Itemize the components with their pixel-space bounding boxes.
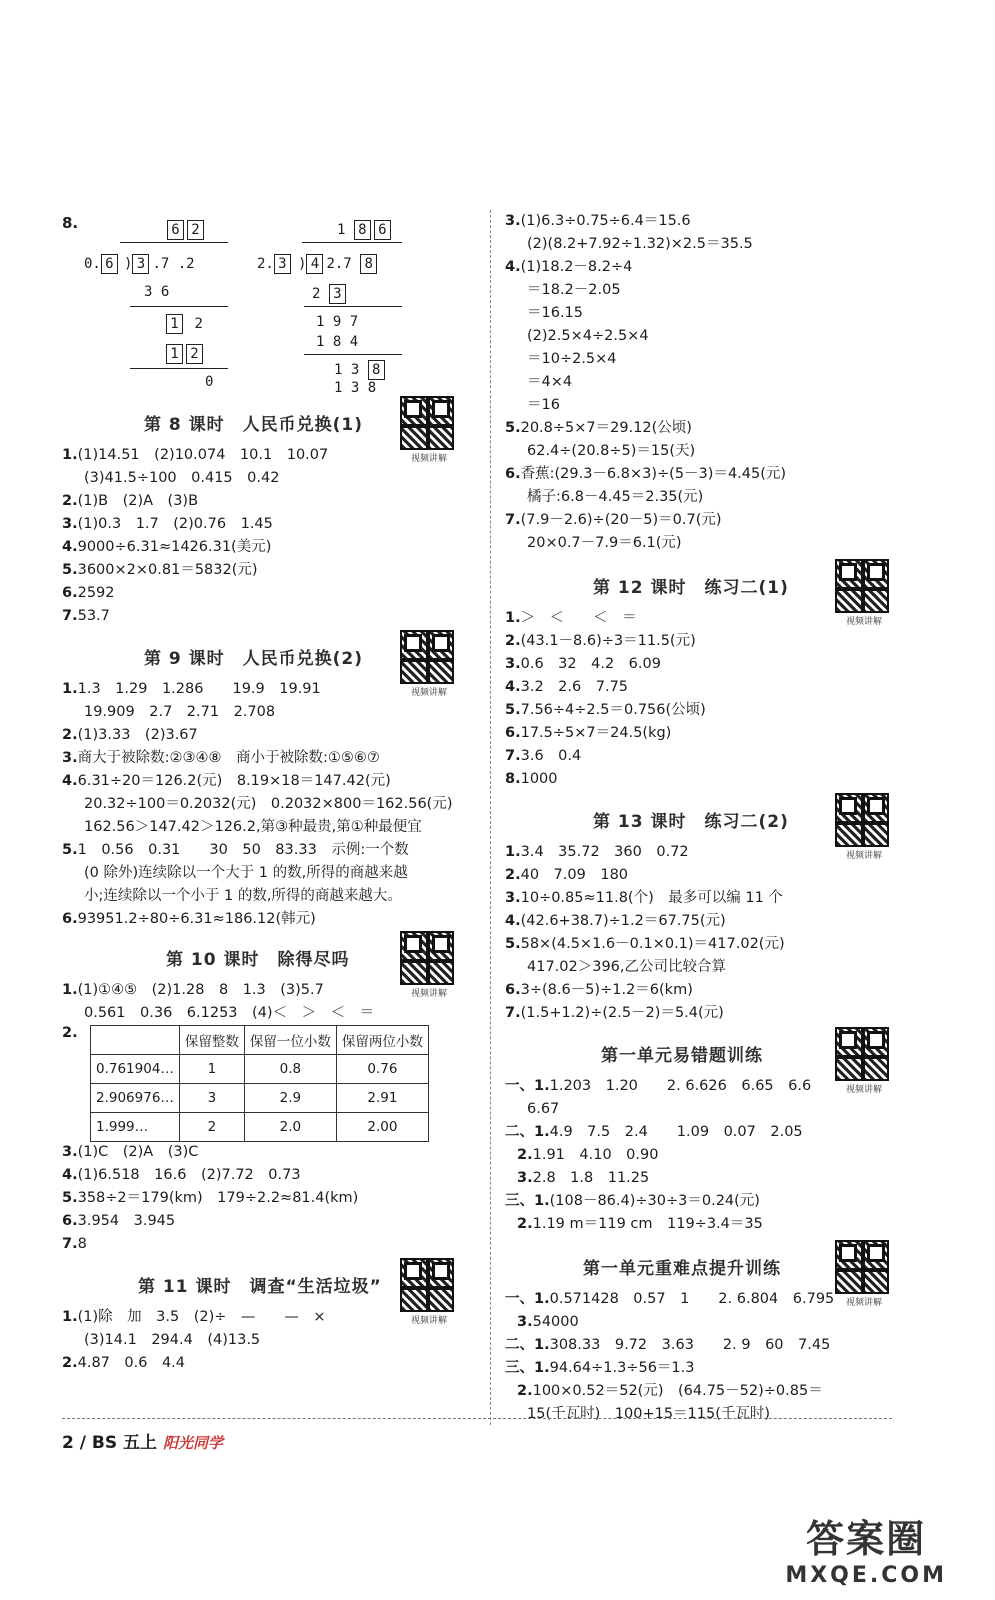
answer-line bbox=[62, 885, 472, 908]
answer-line bbox=[62, 467, 472, 490]
answer-line bbox=[505, 768, 905, 791]
answer-text: 6.67 bbox=[527, 1101, 560, 1117]
divisor-digit: 2. bbox=[257, 256, 274, 272]
digit-box: 6 bbox=[167, 220, 184, 240]
question-number: 1. bbox=[62, 447, 78, 463]
subtraction-row: 1 8 4 bbox=[316, 334, 359, 350]
answer-text: 2.8 1.8 11.25 bbox=[532, 1170, 650, 1186]
answer-line bbox=[505, 440, 905, 463]
answer-line bbox=[62, 1233, 472, 1256]
brand-logo: 阳光同学 bbox=[162, 1434, 223, 1452]
answer-text: 62.4÷(20.8÷5)＝15(天) bbox=[527, 443, 696, 459]
answer-text: ＝18.2－2.05 bbox=[527, 282, 621, 298]
answer-line bbox=[505, 1098, 905, 1121]
answer-line bbox=[505, 1357, 905, 1380]
answer-line bbox=[62, 793, 472, 816]
digit-box: 4 bbox=[306, 254, 323, 274]
question-number: 2. bbox=[505, 867, 521, 883]
question-number: 2. bbox=[62, 493, 78, 509]
answer-text: 94.64÷1.3÷56＝1.3 bbox=[549, 1360, 695, 1376]
table-header-cell bbox=[91, 1026, 180, 1055]
answer-text: 93951.2÷80÷6.31≈186.12(韩元) bbox=[77, 911, 316, 927]
answer-text: 162.56＞147.42＞126.2,第③种最贵,第①种最便宜 bbox=[84, 819, 422, 835]
answer-line bbox=[505, 417, 905, 440]
qr-code[interactable] bbox=[835, 1240, 893, 1308]
question-number: 5. bbox=[505, 936, 521, 952]
page-separator: / bbox=[79, 1433, 86, 1453]
answer-list bbox=[505, 1288, 905, 1426]
table-header-cell: 保留整数 bbox=[179, 1026, 244, 1055]
qr-caption: 视频讲解 bbox=[410, 989, 447, 999]
question-number: 4. bbox=[62, 1167, 78, 1183]
answer-list bbox=[62, 678, 472, 931]
watermark-sub: MXQE.COM bbox=[785, 1563, 947, 1588]
answer-line bbox=[62, 605, 472, 628]
question-number: 二、1. bbox=[505, 1337, 550, 1353]
answer-line bbox=[505, 1190, 905, 1213]
answer-line bbox=[505, 279, 905, 302]
answer-line bbox=[505, 630, 905, 653]
section-title: 第 8 课时 人民币兑换(1) bbox=[144, 415, 364, 435]
answer-text: (1)14.51 (2)10.074 10.1 10.07 bbox=[77, 447, 329, 463]
answer-line bbox=[505, 1403, 905, 1426]
table-header-cell: 保留一位小数 bbox=[244, 1026, 336, 1055]
answer-line bbox=[62, 1352, 472, 1375]
section-header bbox=[505, 563, 905, 627]
answer-line bbox=[62, 513, 472, 536]
answer-line bbox=[505, 532, 905, 555]
question-number: 2. bbox=[505, 633, 521, 649]
answer-text: 4.87 0.6 4.4 bbox=[77, 1355, 186, 1371]
answer-line bbox=[505, 956, 905, 979]
answer-text: 1000 bbox=[520, 771, 558, 787]
answer-line bbox=[62, 559, 472, 582]
question-number: 7. bbox=[505, 1005, 521, 1021]
answer-text: 308.33 9.72 3.63 2. 9 60 7.45 bbox=[549, 1337, 831, 1353]
question-number: 6. bbox=[62, 585, 78, 601]
table-cell: 0.761904… bbox=[91, 1055, 180, 1084]
question-number: 8. bbox=[505, 771, 521, 787]
answer-text: (1)B (2)A (3)B bbox=[77, 493, 199, 509]
answer-text: 3.954 3.945 bbox=[77, 1213, 176, 1229]
table-row bbox=[91, 1084, 429, 1113]
answer-line bbox=[505, 325, 905, 348]
digit-box: 8 bbox=[354, 220, 371, 240]
answer-line bbox=[505, 676, 905, 699]
answer-line bbox=[505, 910, 905, 933]
qr-code-icon bbox=[835, 1240, 889, 1294]
question-number: 8. bbox=[62, 214, 79, 232]
answer-line bbox=[62, 490, 472, 513]
question-number: 1. bbox=[62, 681, 78, 697]
table-cell: 2.906976… bbox=[91, 1084, 180, 1113]
answer-text: ＞ ＜ ＜ ＝ bbox=[520, 610, 637, 626]
answer-text: 58×(4.5×1.6－0.1×0.1)＝417.02(元) bbox=[520, 936, 785, 952]
answer-text: (108－86.4)÷30÷3＝0.24(元) bbox=[549, 1193, 760, 1209]
qr-code-icon bbox=[400, 630, 454, 684]
section-title: 第一单元易错题训练 bbox=[601, 1046, 763, 1066]
question-number: 2. bbox=[517, 1383, 533, 1399]
watermark bbox=[785, 1508, 947, 1588]
answer-text: (1)①④⑤ (2)1.28 8 1.3 (3)5.7 bbox=[77, 982, 324, 998]
question-number: 1. bbox=[505, 844, 521, 860]
answer-text: 3600×2×0.81＝5832(元) bbox=[77, 562, 258, 578]
question-number: 5. bbox=[505, 420, 521, 436]
page-footer bbox=[62, 1428, 223, 1453]
answer-text: 20.8÷5×7＝29.12(公顷) bbox=[520, 420, 692, 436]
question-number: 5. bbox=[62, 562, 78, 578]
footer-rule bbox=[62, 1418, 892, 1419]
question-number: 7. bbox=[505, 512, 521, 528]
answer-text: 香蕉:(29.3－6.8×3)÷(5－3)＝4.45(元) bbox=[520, 466, 787, 482]
answer-line bbox=[505, 979, 905, 1002]
answer-text: 7.56÷4÷2.5＝0.756(公顷) bbox=[520, 702, 706, 718]
subtraction-row: 3 6 bbox=[144, 284, 170, 300]
question-number: 4. bbox=[505, 259, 521, 275]
answer-text: (1)18.2－8.2÷4 bbox=[520, 259, 633, 275]
answer-line bbox=[62, 839, 472, 862]
answer-line bbox=[62, 1002, 472, 1025]
table-cell: 3 bbox=[179, 1084, 244, 1113]
page-number: 2 bbox=[62, 1433, 74, 1453]
question-number: 2. bbox=[517, 1147, 533, 1163]
question-number: 三、1. bbox=[505, 1360, 550, 1376]
divisor-digit: 0. bbox=[84, 256, 101, 272]
qr-caption: 视频讲解 bbox=[410, 688, 447, 698]
qr-code[interactable] bbox=[400, 630, 458, 698]
answer-line bbox=[505, 745, 905, 768]
answer-text: (2)2.5×4÷2.5×4 bbox=[527, 328, 649, 344]
answer-text: 橘子:6.8－4.45＝2.35(元) bbox=[527, 489, 704, 505]
answer-text: (0 除外)连续除以一个大于 1 的数,所得的商越来越 bbox=[84, 865, 408, 881]
right-column bbox=[505, 210, 905, 1426]
watermark-main: 答案圈 bbox=[806, 1517, 927, 1561]
qr-caption: 视频讲解 bbox=[845, 851, 882, 861]
qr-code-icon bbox=[400, 1258, 454, 1312]
answer-line bbox=[505, 486, 905, 509]
answer-line bbox=[505, 509, 905, 532]
section-title: 第 13 课时 练习二(2) bbox=[593, 812, 789, 832]
answer-line bbox=[505, 233, 905, 256]
quotient-digit: 1 bbox=[337, 222, 346, 238]
answer-list bbox=[505, 1075, 905, 1236]
qr-code[interactable] bbox=[835, 559, 893, 627]
dividend-digit: .2 bbox=[177, 256, 195, 272]
remainder: 0 bbox=[205, 374, 214, 390]
question-number: 二、1. bbox=[505, 1124, 550, 1140]
answer-line bbox=[505, 864, 905, 887]
table-cell: 2.0 bbox=[244, 1113, 336, 1142]
answer-text: (1)6.3÷0.75÷6.4＝15.6 bbox=[520, 213, 691, 229]
section-title: 第 12 课时 练习二(1) bbox=[593, 578, 789, 598]
answer-text: (43.1－8.6)÷3＝11.5(元) bbox=[520, 633, 696, 649]
question-number: 6. bbox=[62, 911, 78, 927]
digit-box: 6 bbox=[374, 220, 391, 240]
table-cell: 2 bbox=[179, 1113, 244, 1142]
digit-box: 1 bbox=[166, 314, 183, 334]
question-number: 4. bbox=[505, 913, 521, 929]
table-cell: 2.91 bbox=[336, 1084, 428, 1113]
qr-code-icon bbox=[835, 1027, 889, 1081]
answer-list bbox=[505, 841, 905, 1025]
answer-line bbox=[62, 747, 472, 770]
dividend-digit: .7 bbox=[152, 256, 170, 272]
table-cell: 1.999… bbox=[91, 1113, 180, 1142]
table-cell: 0.8 bbox=[244, 1055, 336, 1084]
digit-box: 3 bbox=[274, 254, 291, 274]
answer-text: (1)C (2)A (3)C bbox=[77, 1144, 199, 1160]
column-divider bbox=[490, 210, 491, 1425]
qr-code[interactable] bbox=[400, 931, 458, 999]
question-number: 3. bbox=[62, 750, 78, 766]
table-row bbox=[91, 1113, 429, 1142]
answer-list bbox=[62, 444, 472, 628]
answer-line bbox=[62, 582, 472, 605]
answer-line bbox=[505, 1121, 905, 1144]
answer-text: 0.6 32 4.2 6.09 bbox=[520, 656, 661, 672]
question-number: 1. bbox=[62, 1309, 78, 1325]
subtraction-row: 1 3 8 bbox=[334, 380, 377, 396]
digit-box: 1 bbox=[166, 344, 183, 364]
answer-text: (1.5+1.2)÷(2.5－2)＝5.4(元) bbox=[520, 1005, 724, 1021]
question-number: 5. bbox=[62, 842, 78, 858]
answer-line bbox=[505, 210, 905, 233]
answer-text: 1.203 1.20 2. 6.626 6.65 6.6 bbox=[549, 1078, 812, 1094]
answer-text: 20×0.7－7.9＝6.1(元) bbox=[527, 535, 682, 551]
answer-line bbox=[505, 1167, 905, 1190]
answer-line bbox=[505, 1002, 905, 1025]
qr-code-icon bbox=[835, 793, 889, 847]
section-title: 第 10 课时 除得尽吗 bbox=[166, 950, 350, 970]
question-number: 2. bbox=[517, 1216, 533, 1232]
answer-text: (2)(8.2+7.92÷1.32)×2.5＝35.5 bbox=[527, 236, 753, 252]
edition-label: BS 五上 bbox=[91, 1433, 158, 1453]
answer-line bbox=[505, 302, 905, 325]
answer-text: 100×0.52＝52(元) (64.75－52)÷0.85＝ bbox=[532, 1383, 823, 1399]
question-number: 4. bbox=[62, 773, 78, 789]
question-number: 5. bbox=[62, 1190, 78, 1206]
question-number: 3. bbox=[505, 656, 521, 672]
qr-code-icon bbox=[400, 931, 454, 985]
answer-text: 9000÷6.31≈1426.31(美元) bbox=[77, 539, 272, 555]
question-number: 7. bbox=[62, 1236, 78, 1252]
qr-code-icon bbox=[400, 396, 454, 450]
qr-caption: 视频讲解 bbox=[845, 617, 882, 627]
answer-text: 小;连续除以一个小于 1 的数,所得的商越来越大。 bbox=[84, 888, 402, 904]
rounding-table bbox=[90, 1025, 429, 1142]
answer-text: ＝16.15 bbox=[527, 305, 584, 321]
answer-text: 8 bbox=[77, 1236, 87, 1252]
table-cell: 2.00 bbox=[336, 1113, 428, 1142]
answer-text: 40 7.09 180 bbox=[520, 867, 629, 883]
answer-text: ＝16 bbox=[527, 397, 560, 413]
answer-text: ＝4×4 bbox=[527, 374, 573, 390]
question-number: 1. bbox=[62, 982, 78, 998]
digit-box: 3 bbox=[329, 284, 346, 304]
table-cell: 0.76 bbox=[336, 1055, 428, 1084]
long-division-figure: 8. 6 2 0. 6 ) 3 .7 .2 3 6 1 2 1 2 0 1 8 6 2. 3 ) 4 2.7 8 2 3 1 9 7 1 8 4 1 3 8 1 3 8 bbox=[62, 210, 472, 400]
answer-text: 3.2 2.6 7.75 bbox=[520, 679, 629, 695]
answer-text: 3.4 35.72 360 0.72 bbox=[520, 844, 689, 860]
answer-text: (7.9－2.6)÷(20－5)＝0.7(元) bbox=[520, 512, 722, 528]
answer-text: 4.9 7.5 2.4 1.09 0.07 2.05 bbox=[549, 1124, 803, 1140]
answer-line bbox=[62, 816, 472, 839]
answer-text: (42.6+38.7)÷1.2＝67.75(元) bbox=[520, 913, 726, 929]
answer-text: 17.5÷5×7＝24.5(kg) bbox=[520, 725, 672, 741]
digit-box: 2 bbox=[186, 344, 203, 364]
answer-line bbox=[62, 1187, 472, 1210]
question-number: 5. bbox=[505, 702, 521, 718]
answer-line bbox=[62, 536, 472, 559]
question-number: 2. bbox=[62, 1355, 78, 1371]
answer-list bbox=[62, 1141, 472, 1256]
answer-text: 6.31÷20＝126.2(元) 8.19×18＝147.42(元) bbox=[77, 773, 391, 789]
rounding-table-block bbox=[62, 1025, 472, 1141]
question-number: 4. bbox=[505, 679, 521, 695]
digit-box: 6 bbox=[101, 254, 118, 274]
qr-code[interactable] bbox=[400, 396, 458, 464]
qr-code[interactable] bbox=[835, 793, 893, 861]
question-number: 2. bbox=[62, 727, 78, 743]
answer-line bbox=[505, 256, 905, 279]
answer-line bbox=[505, 1334, 905, 1357]
qr-caption: 视频讲解 bbox=[845, 1085, 882, 1095]
qr-code[interactable] bbox=[400, 1258, 458, 1326]
qr-code[interactable] bbox=[835, 1027, 893, 1095]
table-cell: 2.9 bbox=[244, 1084, 336, 1113]
answer-text: 1.91 4.10 0.90 bbox=[532, 1147, 659, 1163]
question-number: 7. bbox=[62, 608, 78, 624]
subtraction-digit: 2 bbox=[312, 286, 321, 302]
answer-line bbox=[505, 371, 905, 394]
answer-line bbox=[62, 862, 472, 885]
table-cell: 1 bbox=[179, 1055, 244, 1084]
answer-line bbox=[505, 1144, 905, 1167]
answer-line bbox=[505, 1311, 905, 1334]
answer-line bbox=[505, 699, 905, 722]
digit-box: 3 bbox=[132, 254, 149, 274]
answer-line bbox=[62, 701, 472, 724]
dividend-digit: 2.7 bbox=[326, 256, 352, 272]
answer-text: 3.6 0.4 bbox=[520, 748, 582, 764]
answer-text: 1.19 m＝119 cm 119÷3.4＝35 bbox=[532, 1216, 763, 1232]
section-title: 第 9 课时 人民币兑换(2) bbox=[144, 649, 364, 669]
question-number: 一、1. bbox=[505, 1078, 550, 1094]
answer-text: (1)3.33 (2)3.67 bbox=[77, 727, 198, 743]
answer-text: 1 0.56 0.31 30 50 83.33 示例:一个数 bbox=[77, 842, 409, 858]
answer-text: 3÷(8.6－5)÷1.2＝6(km) bbox=[520, 982, 693, 998]
answer-text: (1)除 加 3.5 (2)÷ — — × bbox=[77, 1309, 326, 1325]
answer-text: 1.3 1.29 1.286 19.9 19.91 bbox=[77, 681, 321, 697]
question-number: 7. bbox=[505, 748, 521, 764]
question-number: 3. bbox=[62, 1144, 78, 1160]
question-number: 3. bbox=[505, 213, 521, 229]
answer-line bbox=[62, 724, 472, 747]
answer-text: 2592 bbox=[77, 585, 115, 601]
answer-text: 20.32÷100＝0.2032(元) 0.2032×800＝162.56(元) bbox=[84, 796, 453, 812]
section-title: 第 11 课时 调查“生活垃圾” bbox=[138, 1277, 382, 1297]
answer-line bbox=[62, 1210, 472, 1233]
answer-line bbox=[62, 908, 472, 931]
qr-caption: 视频讲解 bbox=[410, 1316, 447, 1326]
table-row bbox=[91, 1055, 429, 1084]
question-number: 3. bbox=[517, 1170, 533, 1186]
answer-text: (3)41.5÷100 0.415 0.42 bbox=[84, 470, 280, 486]
question-number: 3. bbox=[517, 1314, 533, 1330]
answer-text: (1)0.3 1.7 (2)0.76 1.45 bbox=[77, 516, 273, 532]
answer-text: 19.909 2.7 2.71 2.708 bbox=[84, 704, 276, 720]
answer-line bbox=[505, 394, 905, 417]
remainder-digit: 2 bbox=[194, 316, 203, 332]
table-header-cell: 保留两位小数 bbox=[336, 1026, 428, 1055]
section-title: 第一单元重难点提升训练 bbox=[583, 1259, 781, 1279]
question-number: 3. bbox=[505, 890, 521, 906]
answer-list bbox=[505, 607, 905, 791]
answer-line bbox=[505, 1213, 905, 1236]
answer-list bbox=[505, 210, 905, 555]
answer-line bbox=[62, 1329, 472, 1352]
answer-line bbox=[505, 722, 905, 745]
answer-line bbox=[62, 1141, 472, 1164]
answer-text: 54000 bbox=[532, 1314, 579, 1330]
answer-text: 15(千瓦时) 100+15＝115(千瓦时) bbox=[527, 1406, 771, 1422]
answer-text: 0.561 0.36 6.1253 (4)＜ ＞ ＜ ＝ bbox=[84, 1005, 375, 1021]
answer-text: 商大于被除数:②③④⑧ 商小于被除数:①⑤⑥⑦ bbox=[77, 750, 380, 766]
question-number: 1. bbox=[505, 610, 521, 626]
answer-text: 417.02＞396,乙公司比较合算 bbox=[527, 959, 727, 975]
question-number: 2. bbox=[62, 1025, 78, 1041]
answer-line bbox=[505, 887, 905, 910]
answer-text: ＝10÷2.5×4 bbox=[527, 351, 617, 367]
answer-text: 10÷0.85≈11.8(个) 最多可以编 11 个 bbox=[520, 890, 783, 906]
answer-line bbox=[505, 348, 905, 371]
answer-line bbox=[505, 463, 905, 486]
qr-code-icon bbox=[835, 559, 889, 613]
subtraction-row: 1 9 7 bbox=[316, 314, 359, 330]
question-number: 6. bbox=[505, 466, 521, 482]
qr-caption: 视频讲解 bbox=[410, 454, 447, 464]
answer-text: (1)6.518 16.6 (2)7.72 0.73 bbox=[77, 1167, 301, 1183]
question-number: 6. bbox=[62, 1213, 78, 1229]
digit-box: 8 bbox=[368, 360, 385, 380]
qr-caption: 视频讲解 bbox=[845, 1298, 882, 1308]
left-column bbox=[62, 210, 472, 1375]
subtraction-digit: 1 3 bbox=[334, 362, 360, 378]
question-number: 三、1. bbox=[505, 1193, 550, 1209]
question-number: 6. bbox=[505, 982, 521, 998]
answer-text: 53.7 bbox=[77, 608, 110, 624]
digit-box: 2 bbox=[187, 220, 204, 240]
digit-box: 8 bbox=[360, 254, 377, 274]
answer-text: 0.571428 0.57 1 2. 6.804 6.795 bbox=[549, 1291, 835, 1307]
answer-line bbox=[505, 1380, 905, 1403]
answer-line bbox=[505, 933, 905, 956]
question-number: 3. bbox=[62, 516, 78, 532]
question-number: 4. bbox=[62, 539, 78, 555]
question-number: 一、1. bbox=[505, 1291, 550, 1307]
answer-text: (3)14.1 294.4 (4)13.5 bbox=[84, 1332, 261, 1348]
answer-text: 358÷2＝179(km) 179÷2.2≈81.4(km) bbox=[77, 1190, 359, 1206]
question-number: 6. bbox=[505, 725, 521, 741]
answer-line bbox=[505, 653, 905, 676]
answer-line bbox=[62, 1164, 472, 1187]
answer-line bbox=[62, 770, 472, 793]
